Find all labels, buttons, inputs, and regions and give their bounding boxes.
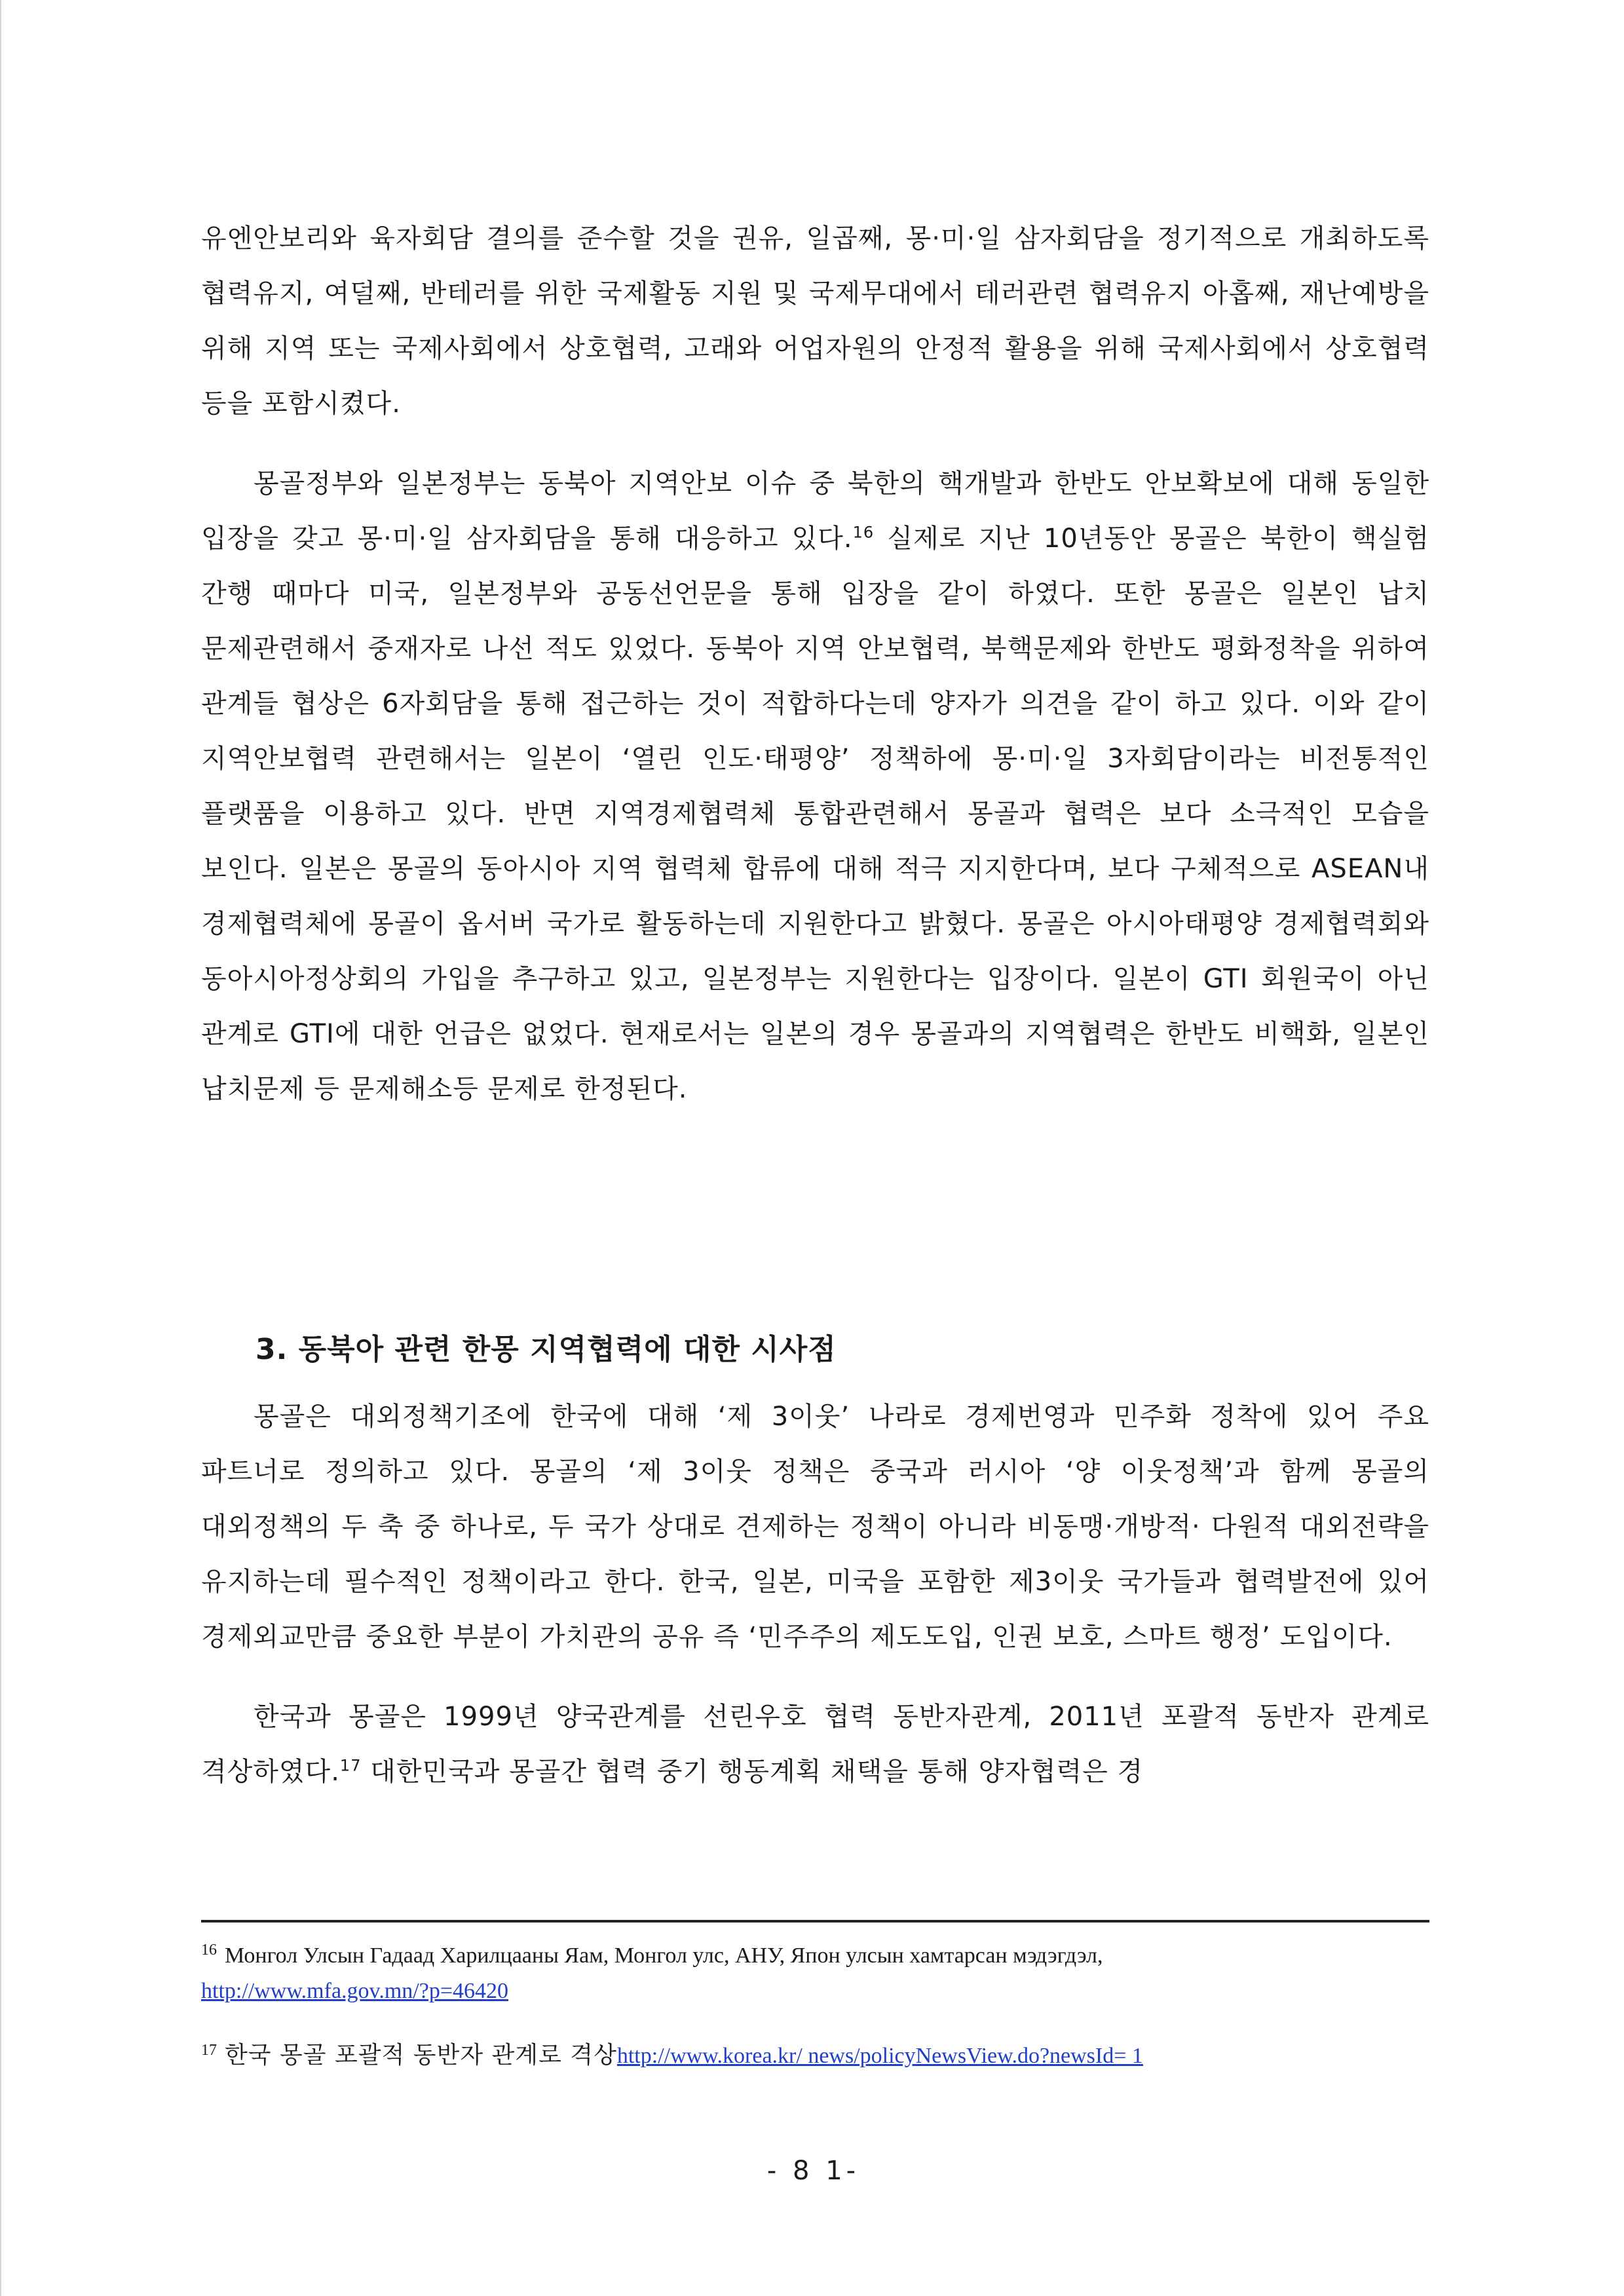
footnote-divider xyxy=(201,1920,1429,1923)
body-text-top xyxy=(201,211,1429,1117)
footnote-16-text: Монгол Улсын Гадаад Харилцааны Яам, Монгол улс, АНУ, Япон улсын хамтарсан мэдэгдэл, xyxy=(225,1943,1103,1968)
body-text-bottom xyxy=(201,1389,1429,1799)
footnote-17-link[interactable]: http://www.korea.kr/ news/policyNewsView.do?newsId= 1 xyxy=(616,2044,1143,2068)
paragraph-2 xyxy=(201,456,1429,1117)
paragraph-3: 몽골은 대외정책기조에 한국에 대해 ‘제 3이웃’ 나라로 경제번영과 민주화 정착에 있어 주요 파트너로 정의하고 있다. 몽골의 ‘제 3이웃 정책은 중국과 러시아 ‘양 이웃정책’과 함께 몽골의 대외정책의 두 축 중 하나로, 두 국가 상대로 견제하는 정책이 아니라 비동맹·개방적· 다원적 대외전략을 유지하는데 필수적인 정책이라고 한다. 한국, 일본, 미국을 포함한 제3이웃 국가들과 협력발전에 있어 경제외교만큼 중요한 부분이 가치관의 공유 즉 ‘민주주의 제도도입, 인권 보호, 스마트 행정’ 도입이다. xyxy=(201,1402,1429,1652)
footnote-17 xyxy=(201,2038,1429,2074)
paragraph-4-part-b: 대한민국과 몽골간 협력 중기 행동계획 채택을 통해 양자협력은 경 xyxy=(361,1757,1144,1787)
footnote-ref-17[interactable]: 17 xyxy=(339,1756,362,1775)
paragraph-2-part-a: 몽골정부와 일본정부는 동북아 지역안보 이슈 중 북한의 핵개발과 한반도 안보확보에 대해 동일한 입장을 갖고 몽·미·일 삼자회담을 통해 대응하고 있다. xyxy=(201,469,1429,554)
paragraph-1: 유엔안보리와 육자회담 결의를 준수할 것을 권유, 일곱째, 몽·미·일 삼자회담을 정기적으로 개최하도록 협력유지, 여덜째, 반테러를 위한 국제활동 지원 및 국제무대에서 테러관련 협력유지 아홉째, 재난예방을 위해 지역 또는 국제사회에서 상호협력, 고래와 어업자원의 안정적 활용을 위해 국제사회에서 상호협력 등을 포함시켰다. xyxy=(201,223,1429,419)
footnote-17-text: 한국 몽골 포괄적 동반자 관계로 격상 xyxy=(225,2042,617,2069)
footnote-16-link[interactable]: http://www.mfa.gov.mn/?p=46420 xyxy=(201,1979,508,2003)
footnote-16 xyxy=(201,1938,1429,2009)
page-number: - 8 1- xyxy=(766,2156,860,2186)
footnote-16-number: 16 xyxy=(201,1941,217,1959)
paragraph-4-part-a: 한국과 몽골은 1999년 양국관계를 선린우호 협력 동반자관계, 2011년 포괄적 동반자 관계로 격상하였다. xyxy=(201,1702,1429,1787)
paragraph-4 xyxy=(201,1689,1429,1799)
footnote-17-number: 17 xyxy=(201,2041,217,2059)
footnote-ref-16[interactable]: 16 xyxy=(852,523,875,542)
paragraph-2-part-b: 실제로 지난 10년동안 몽골은 북한이 핵실험 간행 때마다 미국, 일본정부와 공동선언문을 통해 입장을 같이 하였다. 또한 몽골은 일본인 납치 문제관련해서 중재자로 나선 적도 있었다. 동북아 지역 안보협력, 북핵문제와 한반도 평화정착을 위하여 관계들 협상은 6자회담을 통해 접근하는 것이 적합하다는데 양자가 의견을 같이 하고 있다. 이와 같이 지역안보협력 관련해서는 일본이 ‘열린 인도·태평양’ 정책하에 몽·미·일 3자회담이라는 비전통적인 플랫품을 이용하고 있다. 반면 지역경제협력체 통합관련해서 몽골과 협력은 보다 소극적인 모습을 보인다. 일본은 몽골의 동아시아 지역 협력체 합류에 대해 적극 지지한다며, 보다 구체적으로 ASEAN내 경제협력체에 몽골이 옵서버 국가로 활동하는데 지원한다고 밝혔다. 몽골은 아시아태평양 경제협력회와 동아시아정상회의 가입을 추구하고 있고, 일본정부는 지원한다는 입장이다. 일본이 GTI 회원국이 아닌 관계로 GTI에 대한 언급은 없었다. 현재로서는 일본의 경우 몽골과의 지역협력은 한반도 비핵화, 일본인 납치문제 등 문제해소등 문제로 한정된다. xyxy=(201,524,1429,1104)
section-heading: 3. 동북아 관련 한몽 지역협력에 대한 시사점 xyxy=(255,1333,837,1366)
